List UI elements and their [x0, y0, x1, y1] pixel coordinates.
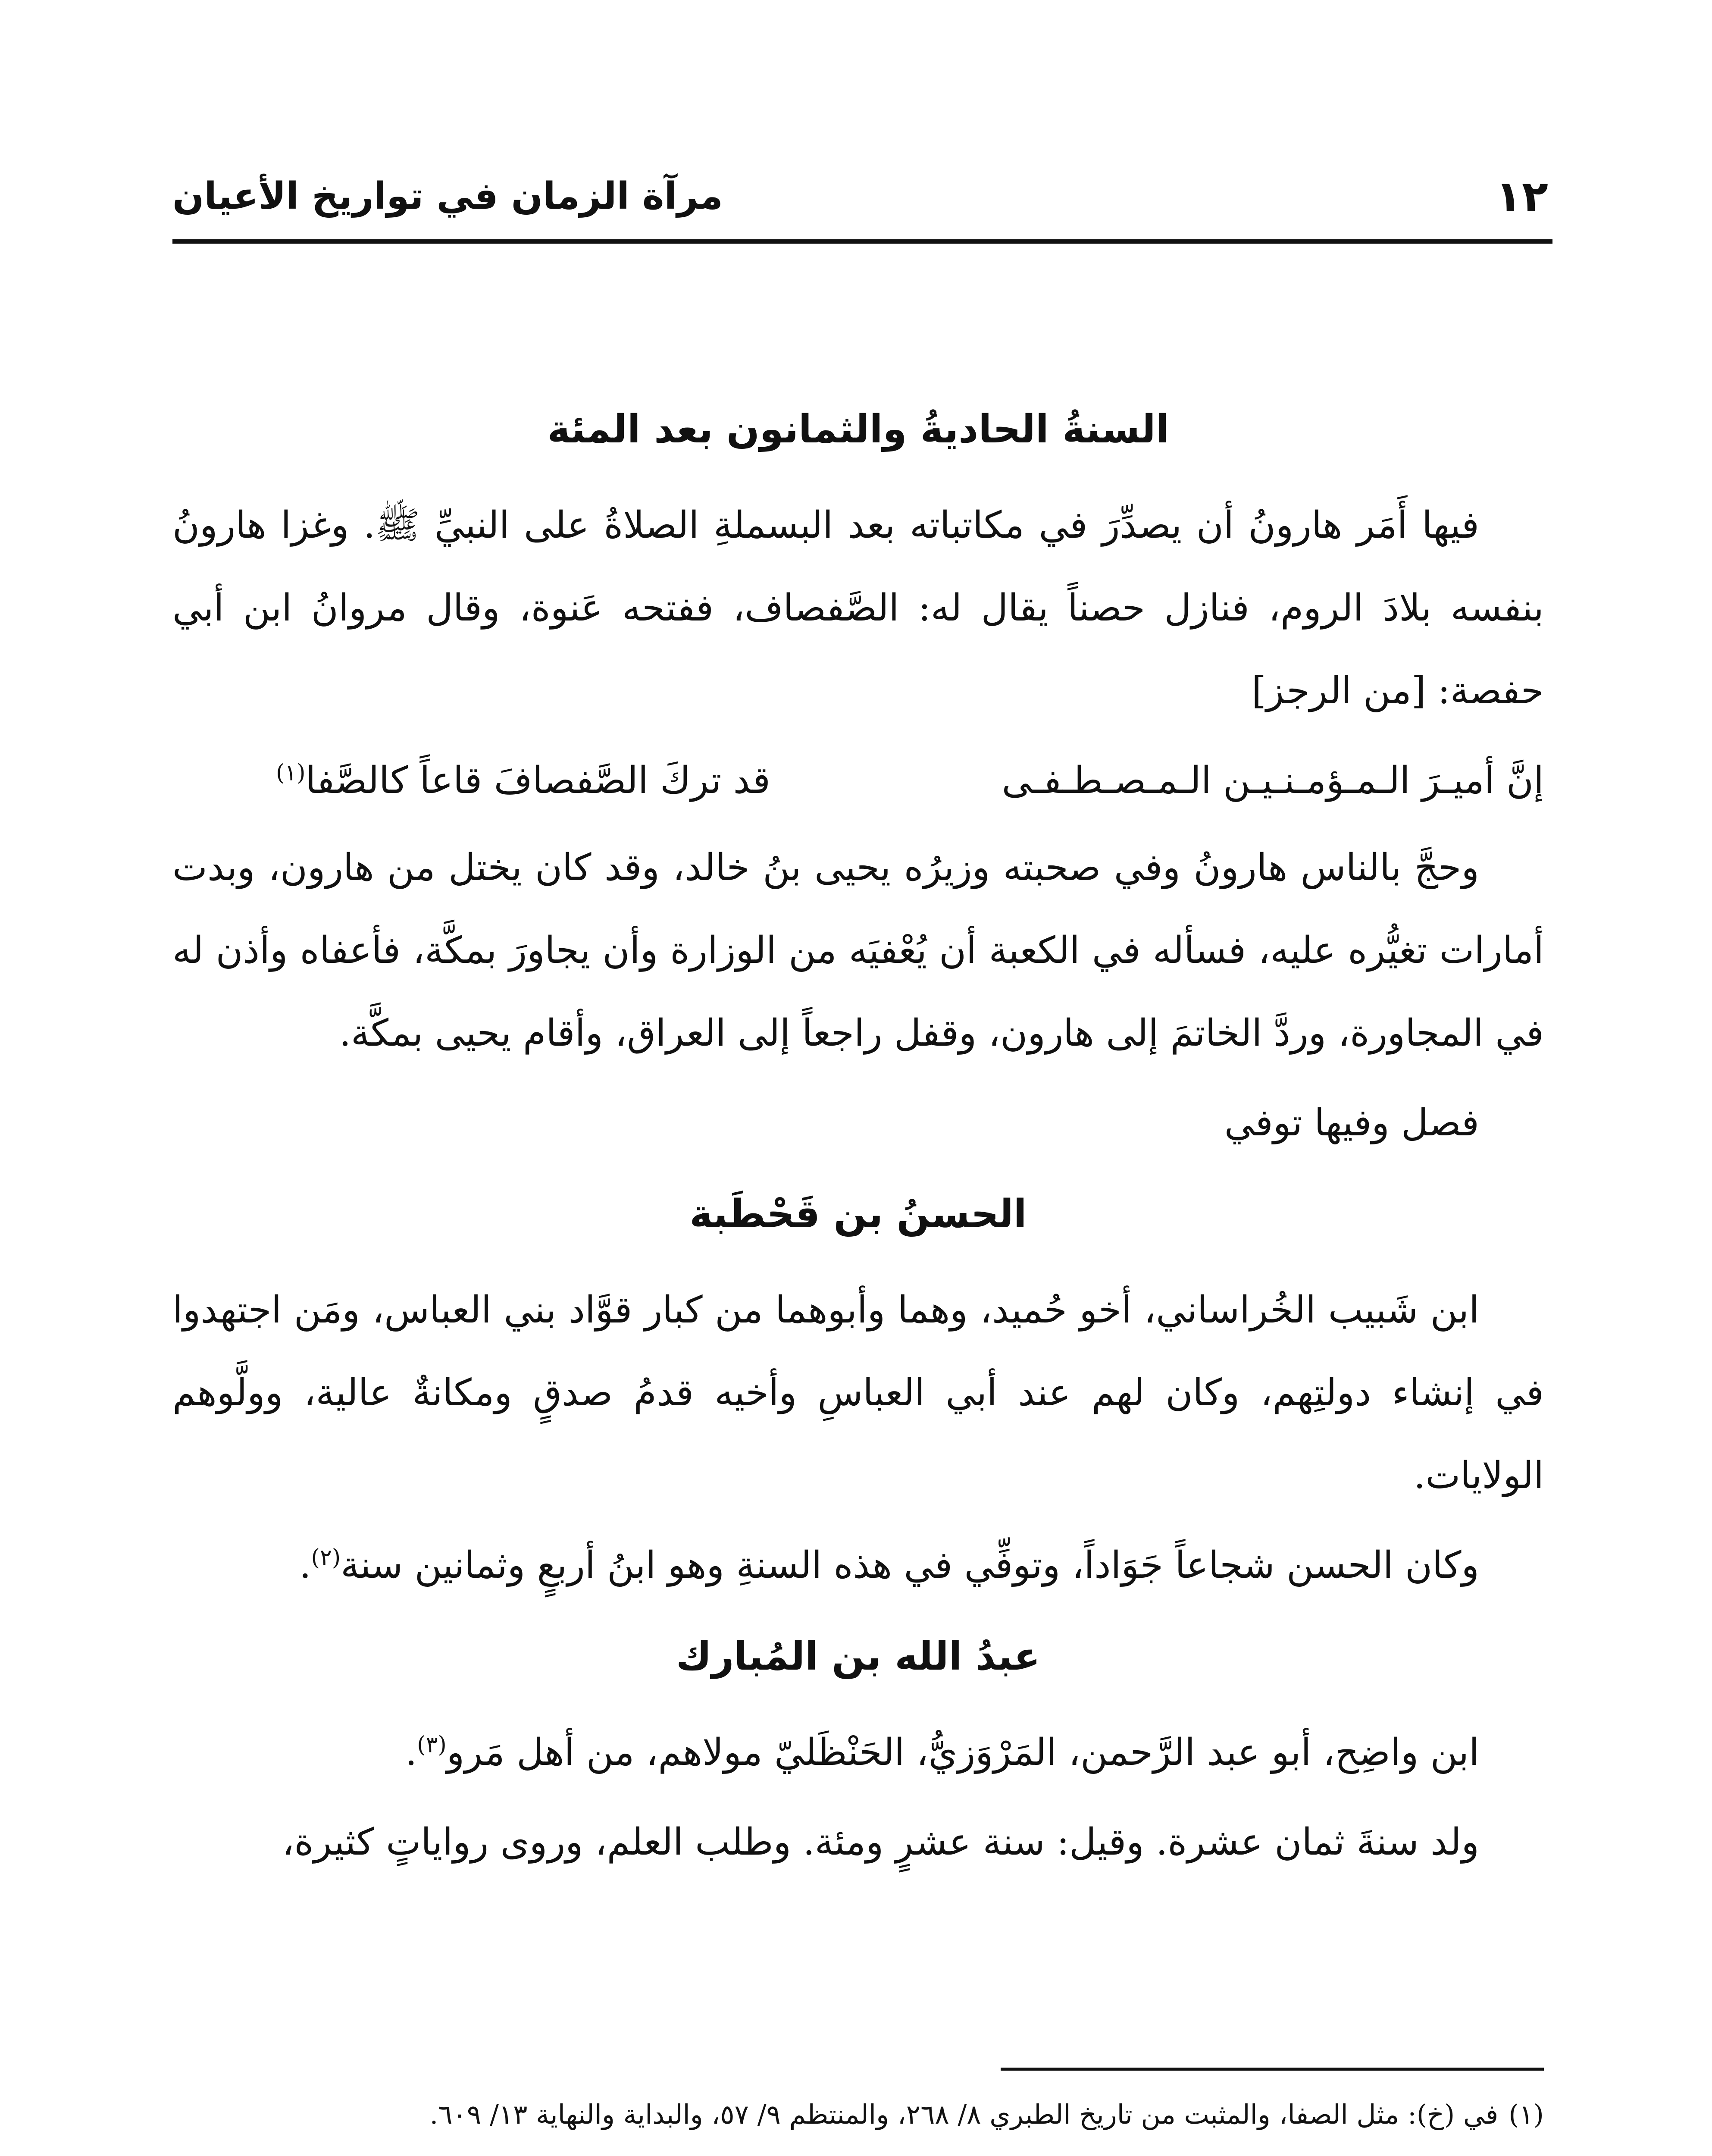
- verse-second-hemistich: [276, 739, 770, 822]
- footnote-2: [172, 2147, 1544, 2156]
- entry-paragraph: ابن واضِح، أبو عبد الرَّحمن، المَرْوَزيُّ، الحَنْظَليّ مولاهم، من أهل مَرو$^{(٣)}$.: [405, 1731, 1479, 1774]
- entry-paragraph-text: وكان الحسن شجاعاً جَوَاداً، وتوفِّي في هذه السنةِ وهو ابنُ أربعٍ وثمانين سنة: [341, 1544, 1479, 1587]
- verse-second-hemistich-text: قد تركَ الصَّفصافَ قاعاً كالصَّفا: [305, 759, 770, 802]
- page-number: ١٢: [1495, 171, 1548, 222]
- book-title: مرآة الزمان في تواريخ الأعيان: [172, 175, 723, 218]
- header-divider: [172, 239, 1552, 244]
- footnotes: [172, 2085, 1544, 2156]
- footnote-text: في (خ): مثل الصفا، والمثبت من تاريخ الطبري ٨/ ٢٦٨، والمنتظم ٩/ ٥٧، والبداية والنهاية ١٣/ ٦٠٩.: [429, 2099, 1499, 2130]
- footnote-ref-3[interactable]: (٣): [417, 1732, 447, 1758]
- poem-verse: [172, 739, 1544, 822]
- intro-paragraph: فيها أَمَر هارونُ أن يصدِّرَ في مكاتباته بعد البسملةِ الصلاةُ على النبيِّ ﷺ. وغزا هارونُ بنفسه بلادَ الروم، فنازل حصناً يقال له: الصَّفصاف، ففتحه عَنوة، وقال مروانُ ابن أبي حفصة: [من الرجز]: [172, 504, 1544, 712]
- footnote-number: (١): [1509, 2099, 1544, 2130]
- entry-paragraph-text: ابن واضِح، أبو عبد الرَّحمن، المَرْوَزيُّ، الحَنْظَليّ مولاهم، من أهل مَرو: [446, 1731, 1479, 1774]
- chapter-line: فصل وفيها توفي: [1224, 1101, 1479, 1144]
- footnote-divider: [1001, 2068, 1544, 2071]
- footnote-ref-1[interactable]: (١): [276, 760, 306, 786]
- hajj-paragraph: وحجَّ بالناس هارونُ وفي صحبته وزيرُه يحيى بنُ خالد، وقد كان يختل من هارون، وبدت أمارات تغيُّره عليه، فسأله في الكعبة أن يُعْفيَه من الوزارة وأن يجاورَ بمكَّة، فأعفاه وأذن له في المجاورة، وردَّ الخاتمَ إلى هارون، وقفل راجعاً إلى العراق، وأقام يحيى بمكَّة.: [172, 846, 1544, 1055]
- footnote-1: [172, 2085, 1544, 2144]
- entry-title-hasan: الحسنُ بن قَحْطَبة: [689, 1191, 1027, 1237]
- verse-first-hemistich: إنَّ أميـرَ الـمـؤمـنـيـن الـمـصـطـفـى: [1002, 759, 1544, 802]
- entry-paragraph: وكان الحسن شجاعاً جَوَاداً، وتوفِّي في هذه السنةِ وهو ابنُ أربعٍ وثمانين سنة$^{(٢)}$.: [299, 1544, 1479, 1587]
- main-text: [172, 379, 1544, 1890]
- footnote-ref-2[interactable]: (٢): [311, 1545, 341, 1571]
- entry-paragraph: ولد سنةَ ثمان عشرة. وقيل: سنة عشرٍ ومئة. وطلب العلم، وروى رواياتٍ كثيرة،: [282, 1821, 1479, 1864]
- running-header: [172, 164, 1548, 229]
- entry-paragraph: ابن شَبيب الخُراساني، أخو حُميد، وهما وأبوهما من كبار قوَّاد بني العباس، ومَن اجتهدوا في إنشاء دولتِهم، وكان لهم عند أبي العباسِ وأخيه قدمُ صدقٍ ومكانةٌ عالية، وولَّوهم الولايات.: [172, 1288, 1544, 1497]
- section-title: السنةُ الحاديةُ والثمانون بعد المئة: [547, 407, 1169, 452]
- entry-title-ibn-almubarak: عبدُ الله بن المُبارك: [676, 1634, 1040, 1679]
